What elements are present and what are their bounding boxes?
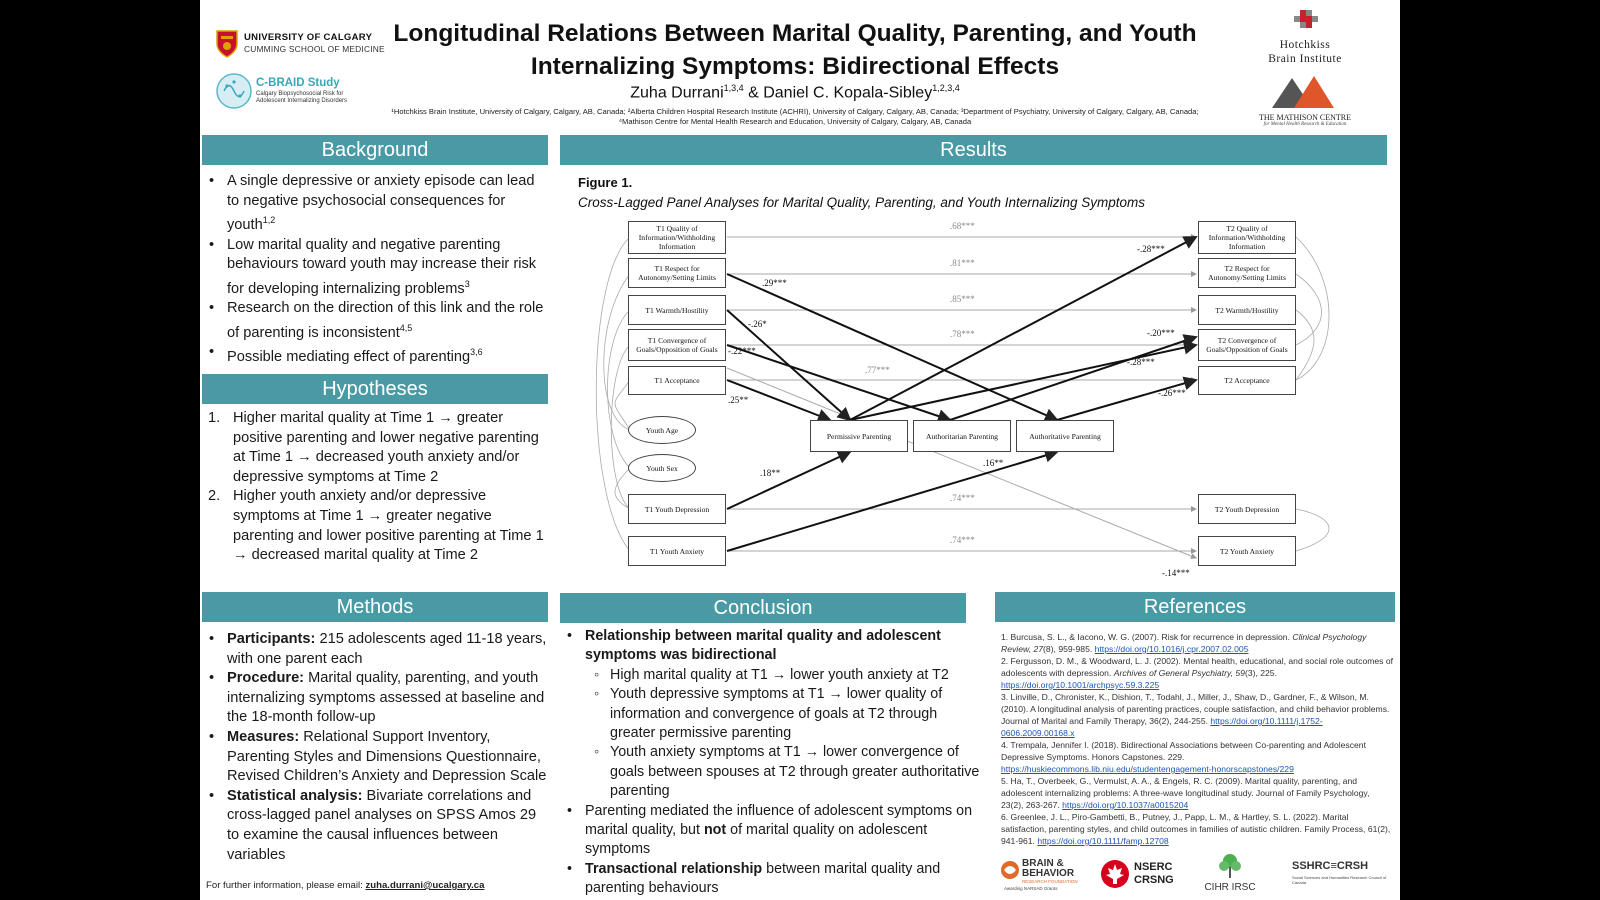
reference-text: 3. Linville, D., Chronister, K., Dishion, T., Todahl, J., Miller, J., Shaw, D., Gardner, F., & Wilson, M. (2010). A longitudinal analysis of parenting practices, couple satisfaction, and child behavior problems. Journal of Marital and Family Therapy, 36(2), 244-255.: [1001, 692, 1390, 726]
node-t2-respect: T2 Respect for Autonomy/Setting Limits: [1198, 258, 1296, 288]
background-body: [202, 172, 544, 368]
author-2-affil: 1,2,3,4: [932, 83, 960, 93]
background-item: [227, 299, 544, 343]
hypotheses-body: [202, 409, 548, 566]
node-t2-acceptance: T2 Acceptance: [1198, 366, 1296, 395]
methods-body: [202, 630, 548, 865]
reference-doi-link[interactable]: https://doi.org/10.1016/j.cpr.2007.02.005: [1094, 644, 1249, 654]
hotchkiss-name-1: Hotchkiss: [1279, 39, 1331, 51]
coef-label: -.28***: [1137, 244, 1165, 254]
methods-header: Methods: [202, 592, 548, 622]
nserc-line-2: CRSNG: [1134, 874, 1174, 886]
coef-label: .81***: [950, 258, 975, 268]
node-t1-acceptance: T1 Acceptance: [628, 366, 726, 395]
node-t2-anxiety: T2 Youth Anxiety: [1198, 536, 1296, 566]
coef-label: -.26*: [748, 319, 767, 329]
affiliation-line-1: ¹Hotchkiss Brain Institute, University of Calgary, Calgary, AB, Canada; ²Alberta Children Hospital Research Institute (ACHRI), University of Calgary, Calgary, AB, Canada; ³Department of Psychiatry, University of Calgary, Calgary, AB, Canada;: [391, 107, 1199, 116]
hypothesis-text: Higher youth anxiety and/or depressive symptoms at Time 1 → greater negative parenting and lower positive parenting at Time 1 → decreased marital quality at Time 2: [233, 488, 544, 564]
ucalgary-crest-icon: [216, 30, 238, 58]
node-t1-warmth: T1 Warmth/Hostility: [628, 295, 726, 325]
cbraid-subtitle-1: Calgary Biopsychosocial Risk for: [256, 91, 344, 97]
affiliation-line-2: ⁴Mathison Centre for Mental Health Research and Education, University of Calgary, Calgary, AB, Canada: [618, 117, 972, 126]
contact-prefix: For further information, please email:: [206, 880, 366, 891]
citation-superscript: 3: [464, 278, 470, 289]
node-t2-warmth: T2 Warmth/Hostility: [1198, 295, 1296, 325]
background-item-text: A single depressive or anxiety episode can lead to negative psychosocial consequences for youth: [227, 173, 535, 234]
background-item-text: Low marital quality and negative parenting behaviours toward youth may increase their risk for developing internalizing problems: [227, 236, 537, 297]
hotchkiss-name-2: Brain Institute: [1268, 53, 1342, 65]
results-header: Results: [560, 135, 1387, 165]
background-item-text: Possible mediating effect of parenting: [227, 349, 471, 366]
contact-email-link[interactable]: zuha.durrani@ucalgary.ca: [365, 880, 485, 891]
references-list: [1001, 631, 1393, 847]
bbrf-line-1: BRAIN &: [1022, 858, 1064, 869]
node-authoritative: Authoritative Parenting: [1016, 420, 1114, 452]
coef-label: -.28***: [1127, 357, 1155, 367]
coef-label: -.22***: [728, 346, 756, 356]
citation-superscript: 4,5: [399, 322, 413, 333]
node-youth-sex: Youth Sex: [628, 454, 696, 482]
affiliations: [365, 107, 1225, 127]
hypothesis-number: 2.: [208, 488, 221, 505]
node-t1-quality: T1 Quality of Information/Withholding Information: [628, 221, 726, 254]
conclusion-point-2-pre: Parenting mediated the influence of adolescent symptoms on marital quality, but: [585, 802, 973, 839]
figure-label: Figure 1.: [578, 175, 633, 190]
conclusion-subpoint: ◦ Youth anxiety symptoms at T1 → lower convergence of goals between spouses at T2 through greater authoritative parenting: [610, 743, 980, 801]
node-permissive: Permissive Parenting: [810, 420, 908, 452]
methods-item-label: Procedure:: [227, 670, 305, 687]
methods-item-text: 215 adolescents aged 11-18 years, with one parent each: [227, 631, 547, 667]
maple-leaf-icon: [1100, 858, 1130, 890]
methods-item: [227, 669, 548, 728]
reference-doi-link[interactable]: https://doi.org/10.1111/famp.12708: [1037, 836, 1169, 846]
hypothesis-item: [208, 409, 548, 487]
title-line-2: Internalizing Symptoms: Bidirectional Effects: [530, 53, 1060, 80]
hypotheses-header: Hypotheses: [202, 374, 548, 404]
conclusion-subpoint: ◦ Youth depressive symptoms at T1 → lower quality of information and convergence of goals at T2 through greater permissive parenting: [610, 685, 980, 743]
reference-text: 2. Fergusson, D. M., & Woodward, L. J. (2002). Mental health, educational, and social role outcomes of adolescents with depression.: [1001, 656, 1394, 678]
authors: [380, 83, 1210, 102]
node-t2-depression: T2 Youth Depression: [1198, 494, 1296, 524]
reference-text: 6. Greenlee, J. L., Piro-Gambetti, B., Putney, J., Papp, L. M., & Hartley, S. L. (2022). Marital satisfaction, parenting styles, and child outcomes in families of autistic children. Family Process, 61(2), 941-961.: [1001, 812, 1391, 846]
reference-doi-link[interactable]: https://huskiecommons.lib.niu.edu/studentengagement-honorscapstones/229: [1001, 764, 1294, 774]
conclusion-subpoint: ◦ High marital quality at T1 → lower youth anxiety at T2: [610, 666, 980, 685]
reference-item: [1001, 655, 1393, 691]
sshrc-logo: [1292, 860, 1392, 890]
background-item: [227, 343, 544, 367]
coef-label: .74***: [950, 493, 975, 503]
coef-label: -.20***: [1147, 328, 1175, 338]
cbraid-title: C-BRAID Study: [256, 77, 340, 89]
coef-label: .29***: [762, 278, 787, 288]
cihr-tree-icon: [1218, 853, 1242, 879]
conclusion-header: Conclusion: [560, 593, 966, 623]
conclusion-point-2-post: of marital quality on adolescent symptoms: [585, 822, 928, 858]
hypothesis-item: [208, 487, 548, 565]
sshrc-subtitle: Social Sciences and Humanities Research Council of Canada: [1292, 875, 1387, 885]
node-t1-respect: T1 Respect for Autonomy/Setting Limits: [628, 258, 726, 288]
references-header: References: [995, 592, 1395, 622]
author-1: Zuha Durrani: [630, 84, 724, 102]
author-joiner: &: [743, 84, 764, 102]
reference-item: [1001, 811, 1393, 847]
reference-text: 1. Burcusa, S. L., & Iacono, W. G. (2007). Risk for recurrence in depression.: [1001, 632, 1293, 642]
poster: [200, 0, 1400, 900]
methods-item: [227, 728, 548, 787]
conclusion-point-3-post: between marital quality and parenting behaviours: [585, 860, 941, 897]
coef-label: -.26***: [1158, 388, 1186, 398]
ucalgary-logo: [216, 30, 386, 60]
cihr-name: CIHR IRSC: [1204, 882, 1256, 893]
background-item: [227, 172, 544, 236]
methods-item-label: Statistical analysis:: [227, 787, 363, 804]
nserc-logo: [1100, 856, 1185, 896]
background-header: Background: [202, 135, 548, 165]
node-t1-depression: T1 Youth Depression: [628, 494, 726, 524]
coef-label: .18**: [760, 468, 781, 478]
methods-item-text: Relational Support Inventory, Parenting Styles and Dimensions Questionnaire, Revised Children’s Anxiety and Depression Scale: [227, 728, 547, 785]
mathison-name-2: for Mental Health Research & Education: [1263, 122, 1347, 127]
coef-label: .25**: [728, 395, 749, 405]
coef-label: .78***: [950, 329, 975, 339]
reference-item: [1001, 691, 1393, 739]
sshrc-name: SSHRC≡CRSH: [1292, 860, 1369, 872]
reference-doi-link[interactable]: https://doi.org/10.1001/archpsyc.59.3.225: [1001, 680, 1160, 690]
citation-superscript: 1,2: [262, 215, 276, 226]
conclusion-point-2: [585, 802, 980, 860]
methods-item-text: Bivariate correlations and cross-lagged panel analyses on SPSS Amos 29 to examine the causal influences between variables: [227, 787, 537, 863]
brain-icon: [214, 72, 254, 110]
coef-label: .77***: [865, 365, 890, 375]
cbraid-logo: [214, 72, 364, 112]
reference-item: [1001, 631, 1393, 655]
hypothesis-text: Higher marital quality at Time 1 → greater positive parenting and lower negative parenting at Time 1 → decreased youth anxiety and/or depressive symptoms at Time 2: [233, 410, 539, 485]
node-t2-quality: T2 Quality of Information/Withholding Information: [1198, 221, 1296, 254]
path-diagram: [580, 218, 1380, 588]
contact-line: [206, 880, 484, 891]
reference-journal: Archives of General Psychiatry, 59: [1113, 668, 1245, 678]
node-t1-convergence: T1 Convergence of Goals/Opposition of Goals: [628, 329, 726, 361]
hotchkiss-logo: [1245, 10, 1365, 70]
conclusion-point-1-text: Relationship between marital quality and adolescent symptoms was bidirectional: [585, 628, 941, 664]
reference-volume: (3), 225.: [1244, 668, 1277, 678]
ucalgary-school: CUMMING SCHOOL OF MEDICINE: [244, 44, 385, 54]
coef-label: .74***: [950, 535, 975, 545]
methods-item: [227, 787, 548, 865]
conclusion-point-2-bold: not: [703, 822, 727, 839]
coef-label: .85***: [950, 294, 975, 304]
coef-label: .68***: [950, 221, 975, 231]
node-t2-convergence: T2 Convergence of Goals/Opposition of Goals: [1198, 329, 1296, 361]
poster-title: [380, 17, 1210, 83]
reference-volume: (8), 959-985.: [1043, 644, 1095, 654]
conclusion-point-3-bold: Transactional relationship: [585, 860, 763, 877]
cihr-logo: [1200, 853, 1260, 897]
background-item-text: Research on the direction of this link and the role of parenting is inconsistent: [227, 300, 544, 341]
ucalgary-name: UNIVERSITY OF CALGARY: [244, 32, 373, 43]
reference-journal: Clinical Psychology Review, 27: [1001, 632, 1367, 654]
bbrf-line-2: BEHAVIOR: [1022, 868, 1075, 879]
mathison-name-1: THE MATHISON CENTRE: [1259, 113, 1351, 122]
citation-superscript: 3,6: [470, 347, 483, 358]
bbrf-line-4: Awarding NARSAD Grants: [1004, 886, 1058, 891]
figure-caption: Cross-Lagged Panel Analyses for Marital Quality, Parenting, and Youth Internalizing Symptoms: [578, 195, 1146, 210]
reference-text: 4. Trempala, Jennifer I. (2018). Bidirectional Associations between Co-parenting and Adolescent Depressive Symptoms. Honors Capstones. 229.: [1001, 740, 1366, 762]
methods-item: [227, 630, 548, 669]
methods-item-text: Marital quality, parenting, and youth internalizing symptoms assessed at baseline and the 18-month follow-up: [227, 670, 545, 726]
nserc-line-1: NSERC: [1134, 861, 1173, 873]
author-2: Daniel C. Kopala-Sibley: [763, 84, 933, 102]
background-item: [227, 236, 544, 300]
conclusion-point-3: [585, 860, 980, 899]
bbrf-line-3: RESEARCH FOUNDATION: [1022, 879, 1078, 884]
bbrf-logo: [1000, 858, 1090, 898]
author-1-affil: 1,3,4: [723, 83, 744, 93]
methods-item-label: Measures:: [227, 728, 300, 745]
node-youth-age: Youth Age: [628, 416, 696, 444]
conclusion-point-1: [585, 627, 980, 802]
hypothesis-number: 1.: [208, 410, 221, 426]
reference-item: [1001, 775, 1393, 811]
conclusion-body: [560, 627, 980, 899]
node-authoritarian: Authoritarian Parenting: [913, 420, 1011, 452]
mathison-mountain-icon: [1272, 76, 1338, 108]
node-t1-anxiety: T1 Youth Anxiety: [628, 536, 726, 566]
title-line-1: Longitudinal Relations Between Marital Quality, Parenting, and Youth: [393, 20, 1197, 47]
reference-doi-link[interactable]: https://doi.org/10.1111/j.1752-0606.2009.00168.x: [1001, 716, 1323, 738]
bbrf-brain-icon: [1000, 860, 1020, 880]
reference-text: 5. Ha, T., Overbeek, G., Vermulst, A. A., & Engels, R. C. (2009). Marital quality, parenting, and adolescent internalizing problems: A three-wave longitudinal study. Journal of Family Psychology, 23(2), 263-267.: [1001, 776, 1370, 810]
cbraid-subtitle-2: Adolescent Internalizing Disorders: [256, 98, 348, 104]
reference-doi-link[interactable]: https://doi.org/10.1037/a0015204: [1062, 800, 1189, 810]
reference-item: [1001, 739, 1393, 775]
hotchkiss-cross-icon: [1288, 10, 1324, 32]
methods-item-label: Participants:: [227, 631, 316, 647]
mathison-logo: [1245, 76, 1365, 132]
coef-label: -.14***: [1162, 568, 1190, 578]
coef-label: .16**: [983, 458, 1004, 468]
